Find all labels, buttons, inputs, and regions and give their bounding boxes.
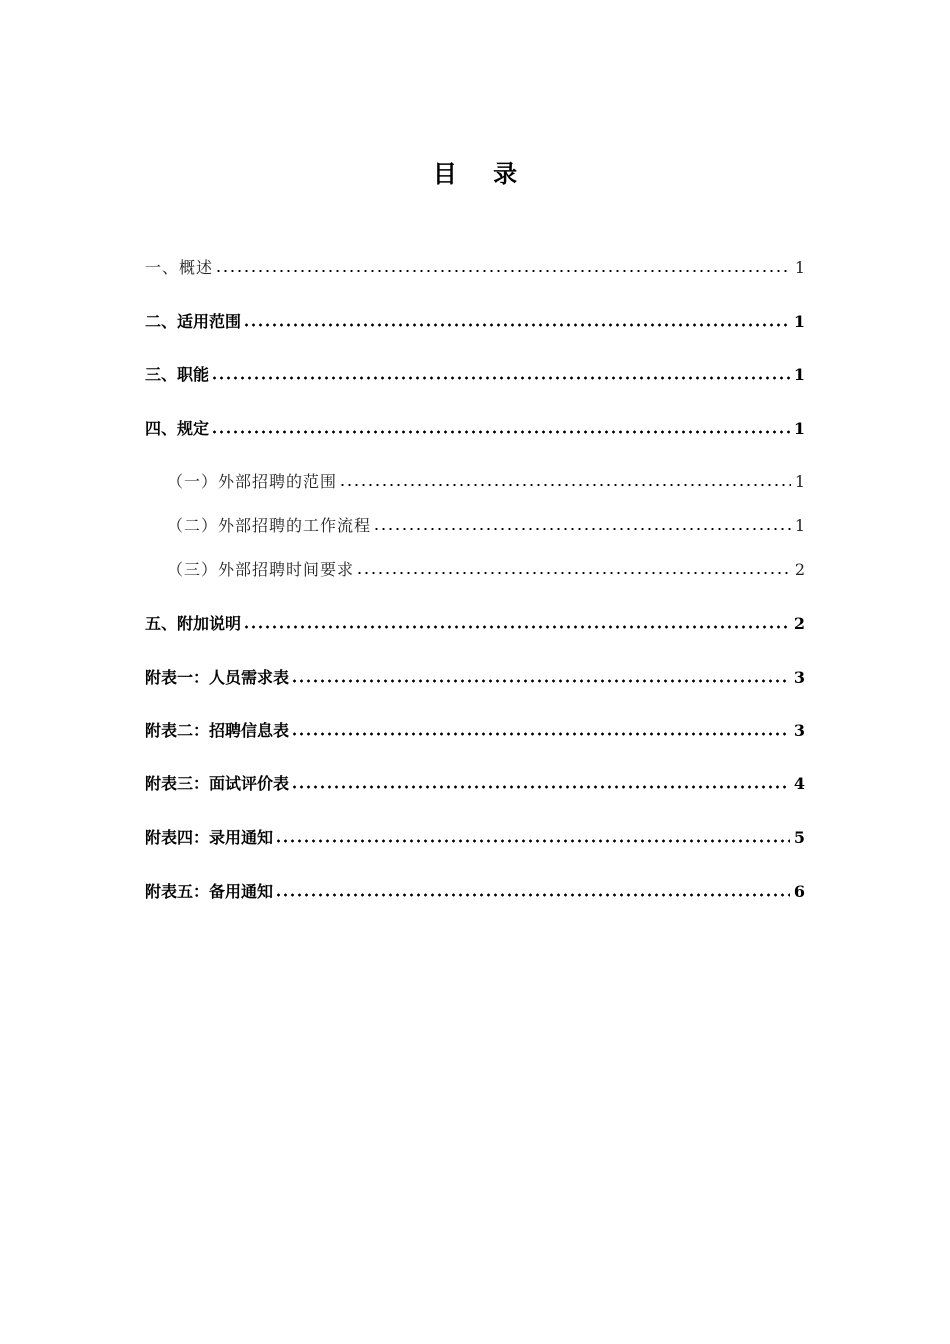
toc-dot-leader [275,838,790,844]
toc-dot-leader [291,784,790,790]
toc-entry-page: 1 [793,419,805,438]
toc-entry-label: （一）外部招聘的范围 [167,472,338,491]
toc-list [145,0,805,1344]
toc-entry-page: 3 [793,721,805,740]
toc-dot-leader [243,624,790,630]
toc-entry-label: 附表三：面试评价表 [145,774,290,793]
toc-entry-page: 6 [793,882,805,901]
toc-dot-leader [291,678,790,684]
toc-entry-page: 1 [794,472,805,491]
toc-entry[interactable] [145,662,805,690]
toc-subentry[interactable] [167,466,805,494]
toc-dot-leader [356,570,791,576]
toc-entry-page: 1 [794,258,805,277]
toc-dot-leader [243,322,790,328]
toc-dot-leader [275,892,790,898]
toc-entry-page: 2 [794,560,805,579]
toc-entry-page: 1 [793,312,805,331]
toc-entry-label: 附表二：招聘信息表 [145,721,290,740]
toc-dot-leader [339,482,791,488]
toc-entry-page: 1 [793,365,805,384]
toc-entry-label: 附表五：备用通知 [145,882,274,901]
toc-entry-page: 3 [793,668,805,687]
toc-entry-label: 附表四：录用通知 [145,828,274,847]
toc-subentry[interactable] [167,554,805,582]
toc-entry-label: （二）外部招聘的工作流程 [167,516,372,535]
toc-entry[interactable] [145,359,805,387]
toc-entry-page: 4 [793,774,805,793]
toc-entry[interactable] [145,306,805,334]
toc-entry[interactable] [145,876,805,904]
toc-entry-label: 四、规定 [145,419,210,438]
toc-dot-leader [215,268,791,274]
toc-dot-leader [291,731,790,737]
toc-entry-page: 1 [794,516,805,535]
toc-entry-label: 五、附加说明 [145,614,242,633]
toc-entry[interactable] [145,822,805,850]
toc-entry-page: 5 [793,828,805,847]
toc-title: 目 录 [432,159,532,188]
toc-entry-label: 一、概述 [145,258,214,277]
toc-dot-leader [211,429,790,435]
toc-entry[interactable] [145,413,805,441]
toc-entry[interactable] [145,608,805,636]
toc-entry[interactable] [145,252,805,280]
toc-dot-leader [373,526,791,532]
toc-dot-leader [211,375,790,381]
toc-subentry[interactable] [167,510,805,538]
toc-entry-label: 附表一：人员需求表 [145,668,290,687]
toc-entry-label: 三、职能 [145,365,210,384]
toc-entry-label: （三）外部招聘时间要求 [167,560,355,579]
toc-entry-page: 2 [793,614,805,633]
toc-entry-label: 二、适用范围 [145,312,242,331]
toc-entry[interactable] [145,715,805,743]
toc-entry[interactable] [145,768,805,796]
